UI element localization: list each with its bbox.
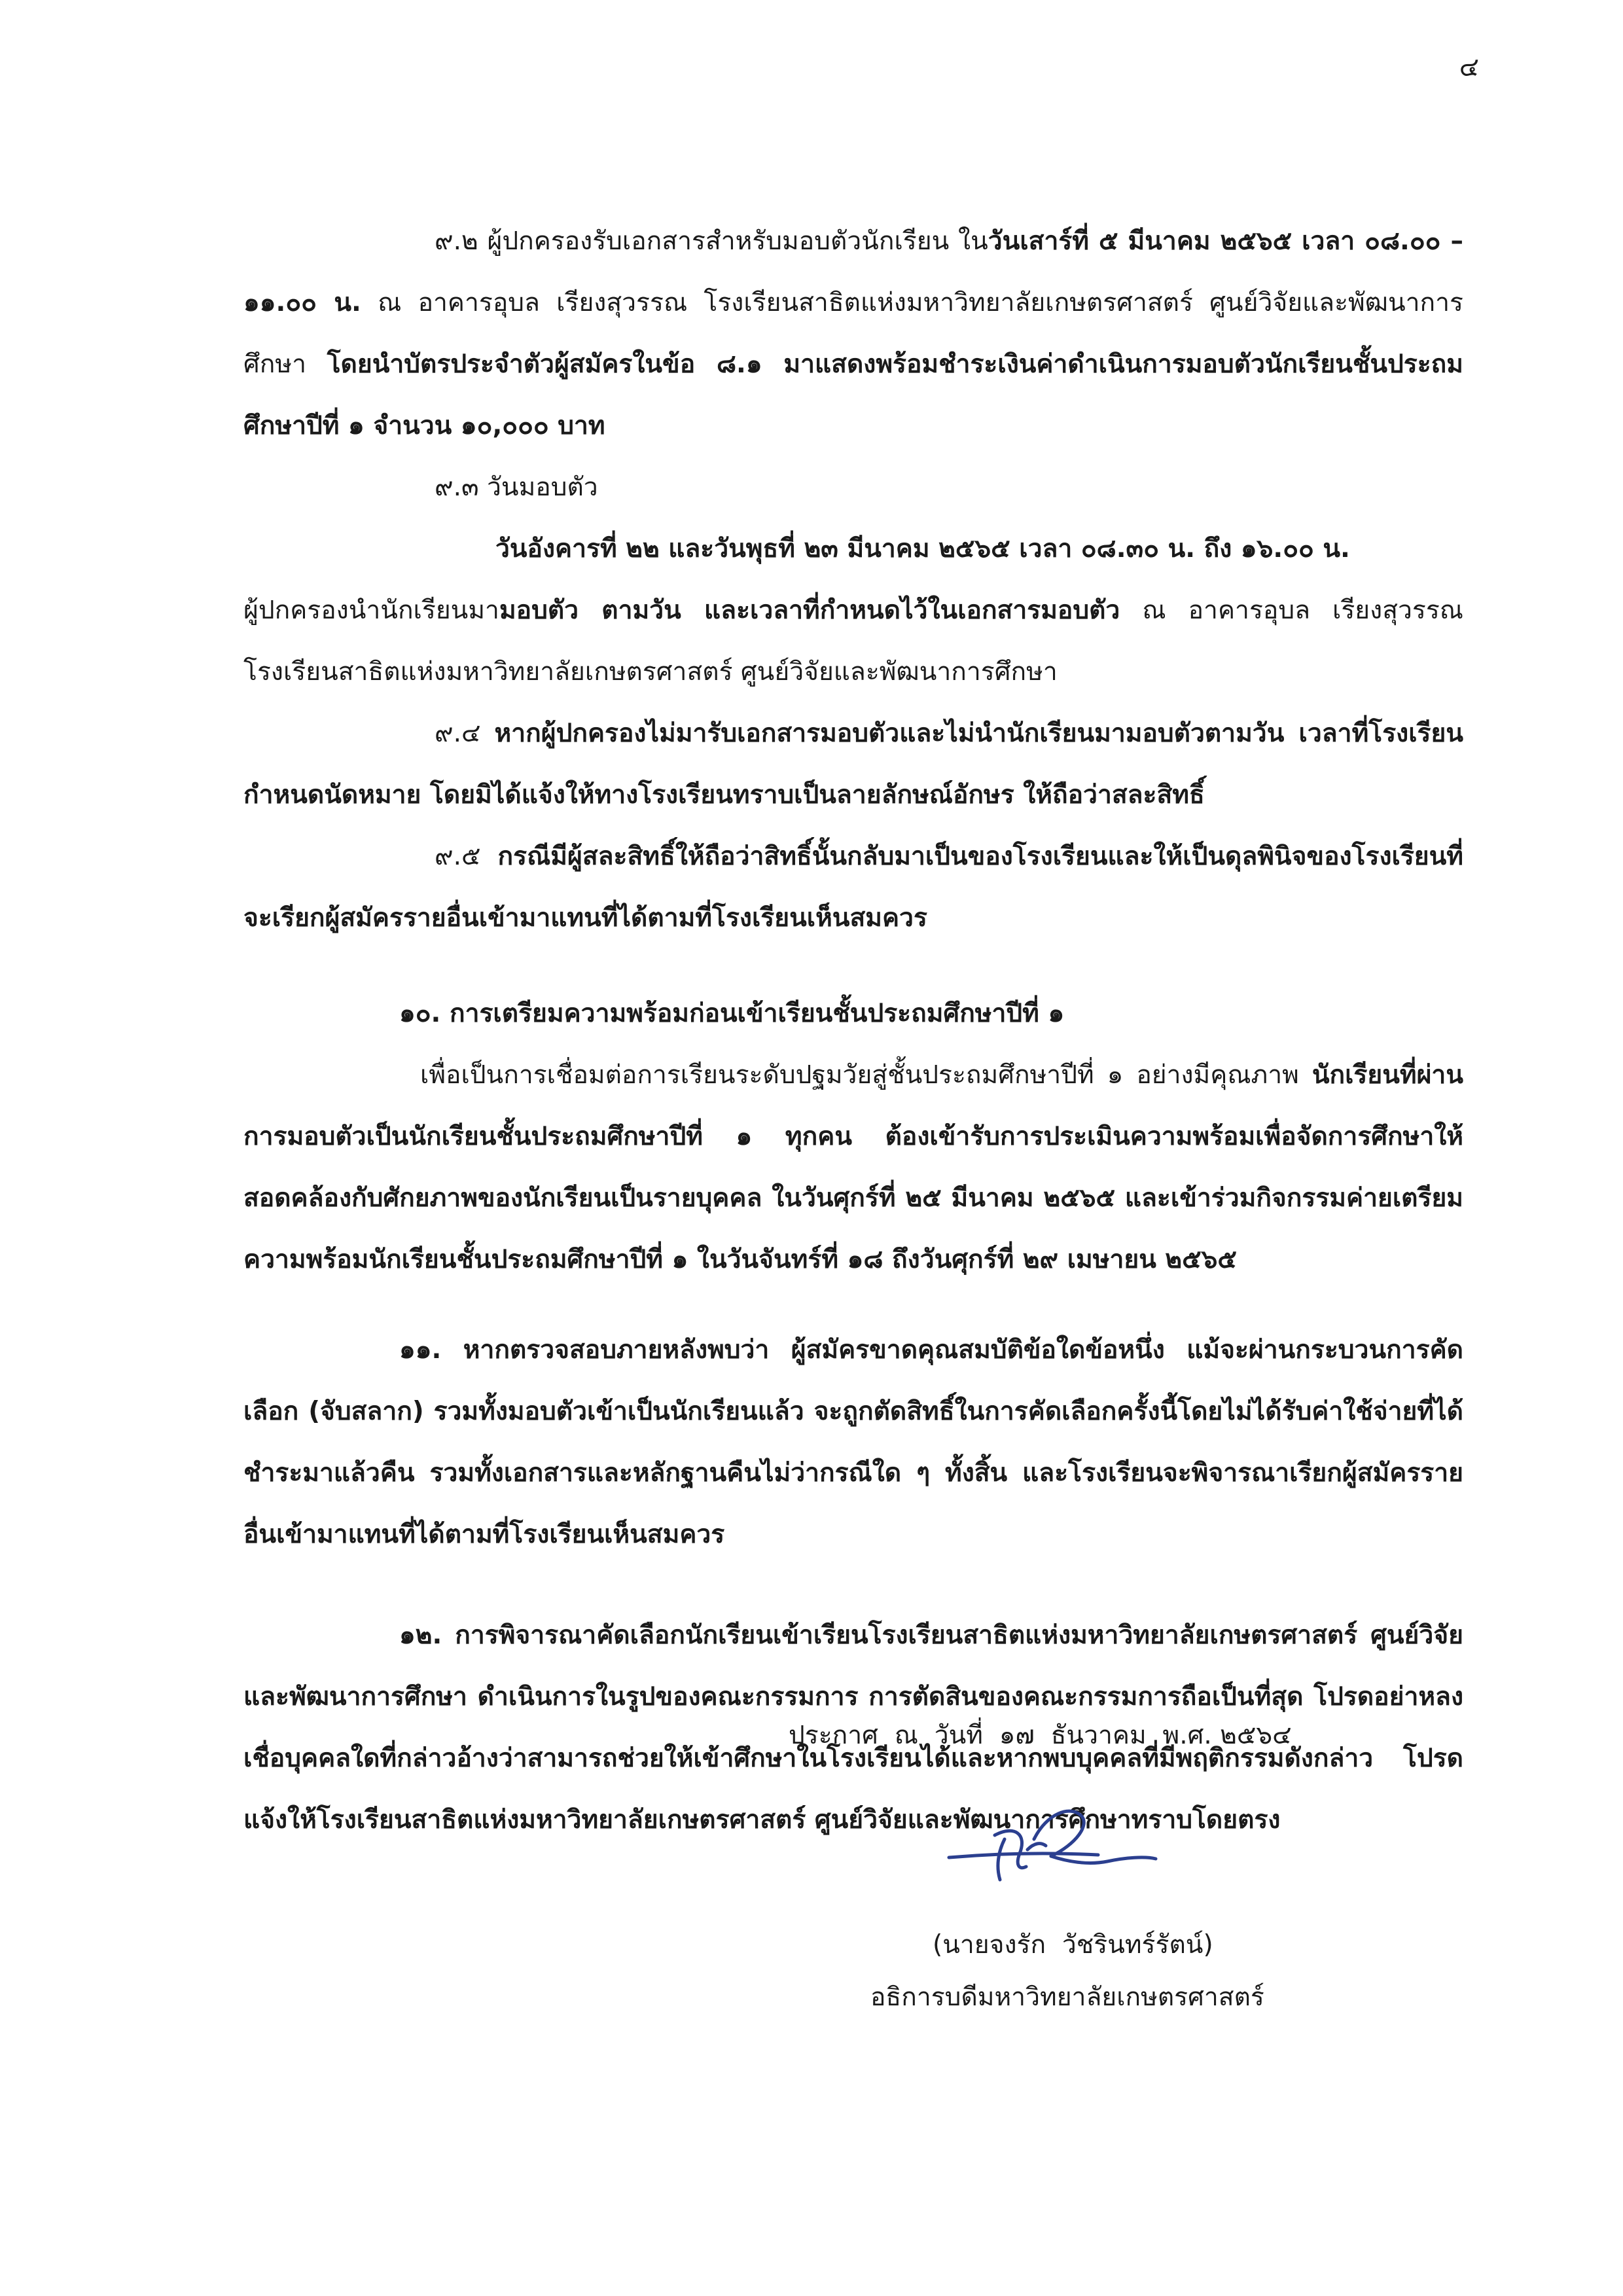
- document-body: [243, 211, 1463, 1851]
- signature: [936, 1793, 1171, 1898]
- clause-9-3-location: ณ อาคารอุบล เรียงสุวรรณ โรงเรียนสาธิตแห่งมหาวิทยาลัยเกษตรศาสตร์ ศูนย์วิจัยและพัฒนาการศึกษา: [243, 596, 1463, 687]
- clause-9-5-text: กรณีมีผู้สละสิทธิ์ให้ถือว่าสิทธิ์นั้นกลับมาเป็นของโรงเรียนและให้เป็นดุลพินิจของโรงเรียนที่จะเรียกผู้สมัครรายอื่นเข้ามาแทนที่ได้ตามที่โรงเรียนเห็นสมควร: [243, 842, 1463, 933]
- clause-9-4: [243, 703, 1463, 826]
- clause-9-3-emphasis: มอบตัว ตามวัน และเวลาที่กำหนดไว้ในเอกสารมอบตัว: [499, 596, 1120, 625]
- clause-9-2-intro: ๙.๒ ผู้ปกครองรับเอกสารสำหรับมอบตัวนักเรียน ใน: [435, 226, 988, 256]
- page-number: ๔: [1459, 52, 1479, 82]
- section-10-body: [243, 1045, 1463, 1291]
- signature-icon: [936, 1793, 1171, 1898]
- clause-9-3-heading: ๙.๓ วันมอบตัว: [435, 473, 598, 502]
- clause-9-2-payment: โดยนำบัตรประจำตัวผู้สมัครในข้อ ๘.๑ มาแสดงพร้อมชำระเงินค่าดำเนินการมอบตัวนักเรียนชั้นประถมศึกษาปีที่ ๑ จำนวน ๑๐,๐๐๐ บาท: [243, 350, 1464, 440]
- clause-9-3-body: [243, 580, 1463, 703]
- section-12: ๑๒. การพิจารณาคัดเลือกนักเรียนเข้าเรียนโรงเรียนสาธิตแห่งมหาวิทยาลัยเกษตรศาสตร์ ศูนย์วิจัยและพัฒนาการศึกษา ดำเนินการในรูปของคณะกรรมการ การตัดสินของคณะกรรมการถือเป็นที่สุด โปรดอย่าหลงเชื่อบุคคลใดที่กล่าวอ้างว่าสามารถช่วยให้เข้าศึกษาในโรงเรียนได้และหากพบบุคคลที่มีพฤติกรรมดังกล่าว โปรดแจ้งให้โรงเรียนสาธิตแห่งมหาวิทยาลัยเกษตรศาสตร์ ศูนย์วิจัยและพัฒนาการศึกษาทราบโดยตรง: [243, 1621, 1463, 1835]
- section-10-details: นักเรียนที่ผ่านการมอบตัวเป็นนักเรียนชั้นประถมศึกษาปีที่ ๑ ทุกคน ต้องเข้ารับการประเมินความพร้อมเพื่อจัดการศึกษาให้สอดคล้องกับศักยภาพของนักเรียนเป็นรายบุคคล ในวันศุกร์ที่ ๒๕ มีนาคม ๒๕๖๕ และเข้าร่วมกิจกรรมค่ายเตรียมความพร้อมนักเรียนชั้นประถมศึกษาปีที่ ๑ ในวันจันทร์ที่ ๑๘ ถึงวันศุกร์ที่ ๒๙ เมษายน ๒๕๖๕: [243, 1060, 1463, 1274]
- clause-9-2-location: ณ อาคารอุบล เรียงสุวรรณ โรงเรียนสาธิตแห่งมหาวิทยาลัยเกษตรศาสตร์ ศูนย์วิจัยและพัฒนาการศึกษา: [243, 288, 1463, 379]
- signer-name: (นายจงรัก วัชรินทร์รัตน์): [933, 1930, 1213, 1960]
- clause-9-4-text: หากผู้ปกครองไม่มารับเอกสารมอบตัวและไม่นำนักเรียนมามอบตัวตามวัน เวลาที่โรงเรียนกำหนดนัดหมาย โดยมิได้แจ้งให้ทางโรงเรียนทราบเป็นลายลักษณ์อักษร ให้ถือว่าสละสิทธิ์: [243, 719, 1464, 810]
- clause-9-3-intro: ผู้ปกครองนำนักเรียนมา: [243, 596, 499, 625]
- clause-9-5: [243, 826, 1463, 949]
- section-10-intro: เพื่อเป็นการเชื่อมต่อการเรียนระดับปฐมวัยสู่ชั้นประถมศึกษาปีที่ ๑ อย่างมีคุณภาพ: [420, 1060, 1312, 1090]
- clause-9-2: [243, 211, 1463, 457]
- section-11: ๑๑. หากตรวจสอบภายหลังพบว่า ผู้สมัครขาดคุณสมบัติข้อใดข้อหนึ่ง แม้จะผ่านกระบวนการคัดเลือก (จับสลาก) รวมทั้งมอบตัวเข้าเป็นนักเรียนแล้ว จะถูกตัดสิทธิ์ในการคัดเลือกครั้งนี้โดยไม่ได้รับค่าใช้จ่ายที่ได้ชำระมาแล้วคืน รวมทั้งเอกสารและหลักฐานคืนไม่ว่ากรณีใด ๆ ทั้งสิ้น และโรงเรียนจะพิจารณาเรียกผู้สมัครรายอื่นเข้ามาแทนที่ได้ตามที่โรงเรียนเห็นสมควร: [243, 1335, 1463, 1549]
- clause-9-5-number: ๙.๕: [435, 842, 498, 871]
- announcement-date: ประกาศ ณ วันที่ ๑๗ ธันวาคม พ.ศ. ๒๕๖๔: [789, 1721, 1292, 1750]
- section-10-heading: ๑๐. การเตรียมความพร้อมก่อนเข้าเรียนชั้นประถมศึกษาปีที่ ๑: [399, 999, 1065, 1028]
- clause-9-4-number: ๙.๔: [435, 719, 495, 748]
- signer-title: อธิการบดีมหาวิทยาลัยเกษตรศาสตร์: [870, 1982, 1264, 2012]
- clause-9-2-date: วันเสาร์ที่ ๕ มีนาคม ๒๕๖๕ เวลา ๐๘.๐๐ – ๑๑.๐๐ น.: [243, 226, 1463, 317]
- clause-9-3-date: วันอังคารที่ ๒๒ และวันพุธที่ ๒๓ มีนาคม ๒๕๖๕ เวลา ๐๘.๓๐ น. ถึง ๑๖.๐๐ น.: [495, 534, 1350, 564]
